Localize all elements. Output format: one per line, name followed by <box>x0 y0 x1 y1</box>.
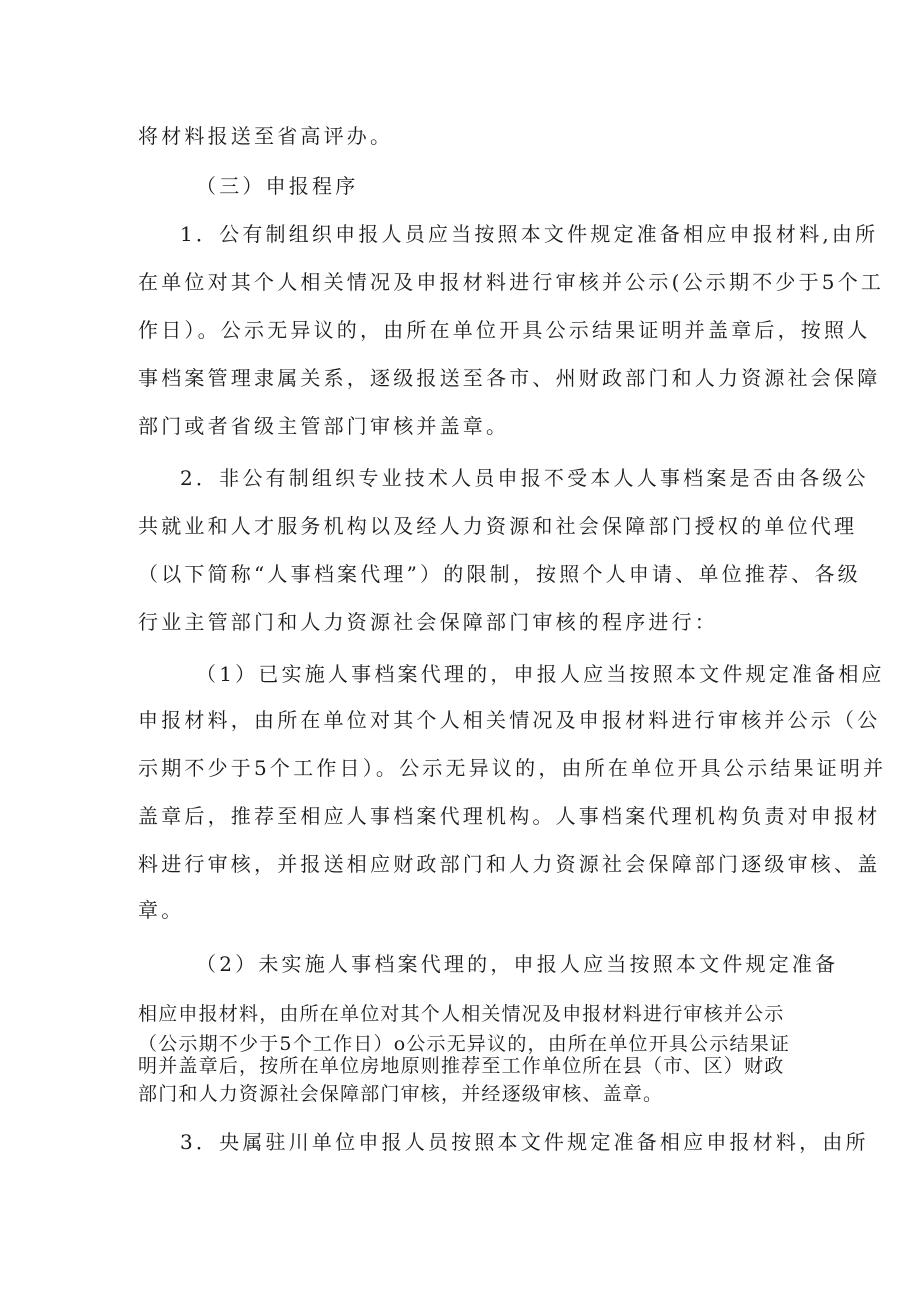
paragraph-line: 2．非公有制组织专业技术人员申报不受本人人事档案是否由各级公 <box>180 466 869 490</box>
paragraph-line: 事档案管理隶属关系，逐级报送至各市、州财政部门和人力资源社会保障 <box>138 366 881 390</box>
paragraph-line: 相应申报材料，由所在单位对其个人相关情况及申报材料进行审核并公示 <box>138 1003 785 1025</box>
paragraph-line: （以下简称“人事档案代理”）的限制，按照个人申请、单位推荐、各级 <box>138 562 861 586</box>
paragraph-line: 部门或者省级主管部门审核并盖章。 <box>138 414 510 438</box>
paragraph-line: （2）未实施人事档案代理的，申报人应当按照本文件规定准备 <box>196 952 839 976</box>
paragraph-line: 3．央属驻川单位申报人员按照本文件规定准备相应申报材料，由所 <box>180 1130 869 1154</box>
paragraph-line: （1）已实施人事档案代理的，申报人应当按照本文件规定准备相应 <box>196 662 885 686</box>
paragraph-line: 在单位对其个人相关情况及申报材料进行审核并公示(公示期不少于5个工 <box>138 270 885 294</box>
paragraph-line: 作日）。公示无异议的，由所在单位开具公示结果证明并盖章后，按照人 <box>138 318 871 342</box>
paragraph-line: 将材料报送至省高评办。 <box>138 124 394 148</box>
paragraph-line: 章。 <box>138 898 185 922</box>
paragraph-line: （公示期不少于5个工作日）o公示无异议的，由所在单位开具公示结果证 <box>138 1033 791 1055</box>
paragraph-line: 申报材料，由所在单位对其个人相关情况及申报材料进行审核并公示（公 <box>138 708 881 732</box>
paragraph-line: 共就业和人才服务机构以及经人力资源和社会保障部门授权的单位代理 <box>138 514 858 538</box>
section-heading: （三）申报程序 <box>196 174 359 198</box>
paragraph-line: 示期不少于5个工作日）。公示无异议的，由所在单位开具公示结果证明并 <box>138 756 887 780</box>
paragraph-line: 部门和人力资源社会保障部门审核，并经逐级审核、盖章。 <box>138 1083 664 1105</box>
paragraph-line: 行业主管部门和人力资源社会保障部门审核的程序进行： <box>138 610 718 634</box>
paragraph-line: 1．公有制组织申报人员应当按照本文件规定准备相应申报材料,由所 <box>180 222 879 246</box>
paragraph-line: 料进行审核，并报送相应财政部门和人力资源社会保障部门逐级审核、盖 <box>138 852 881 876</box>
paragraph-line: 明并盖章后，按所在单位房地原则推荐至工作单位所在县（市、区）财政 <box>138 1055 785 1077</box>
paragraph-line: 盖章后，推荐至相应人事档案代理机构。人事档案代理机构负责对申报材 <box>138 804 881 828</box>
